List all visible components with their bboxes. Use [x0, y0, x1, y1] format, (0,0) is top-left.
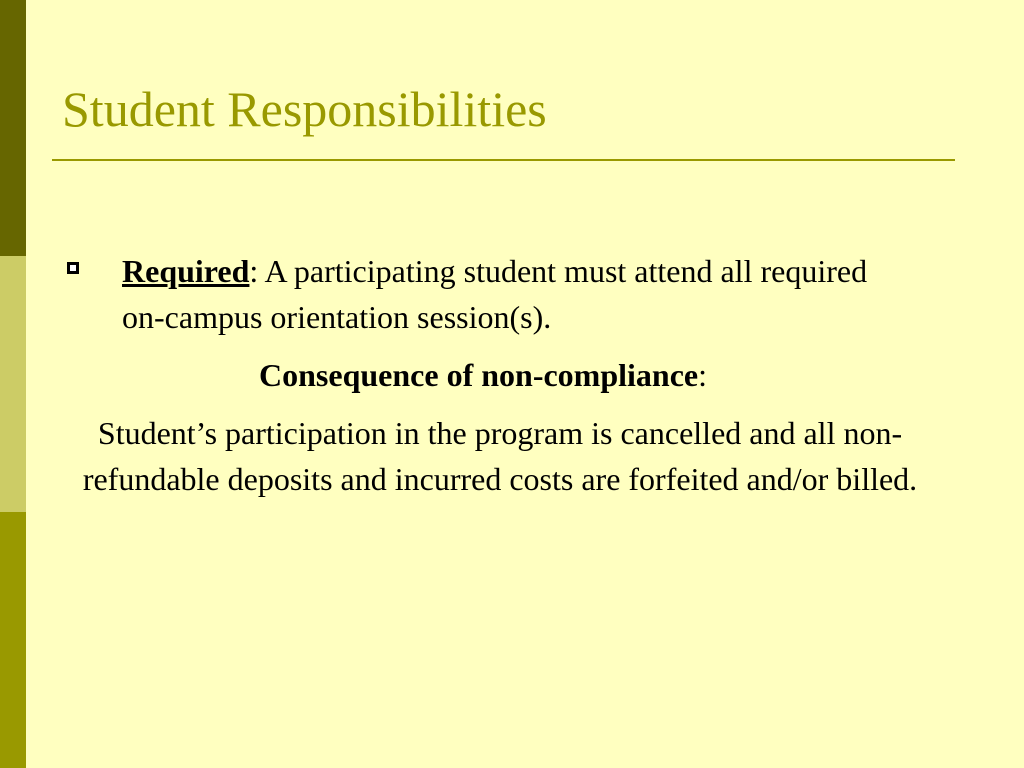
required-text: : A participating student must attend all required on-campus orientation session(s).: [122, 253, 868, 335]
consequence-text: Student’s participation in the program is cancelled and all non-refundable deposits and incurred costs are forfeited and/or billed.: [82, 415, 918, 497]
title-underline-rule: [52, 159, 955, 161]
consequence-colon: :: [698, 357, 707, 393]
side-bar-top-segment: [0, 0, 26, 256]
consequence-heading: [60, 352, 906, 398]
side-bar-bottom-segment: [0, 512, 26, 768]
side-bar-middle-segment: [0, 256, 26, 512]
slide-content: [60, 248, 960, 502]
bullet-item-required: [60, 248, 912, 340]
consequence-label: Consequence of non-compliance: [259, 357, 699, 393]
decorative-side-bar: [0, 0, 26, 768]
required-label: Required: [122, 253, 250, 289]
slide-title: Student Responsibilities: [62, 81, 547, 137]
hollow-square-bullet-icon: [67, 262, 79, 274]
